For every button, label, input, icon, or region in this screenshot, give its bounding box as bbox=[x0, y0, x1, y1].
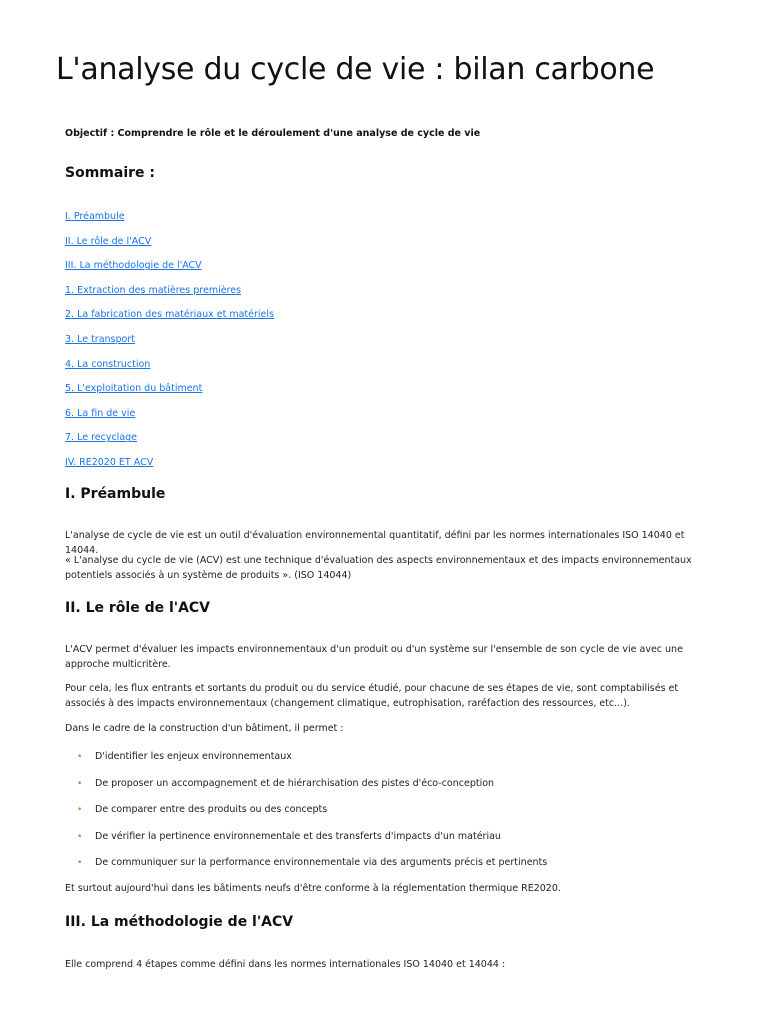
bullet-icon: • bbox=[77, 858, 83, 868]
toc-item bbox=[65, 232, 274, 257]
paragraph: Dans le cadre de la construction d'un bâtiment, il permet : bbox=[65, 723, 344, 734]
toc-item bbox=[65, 256, 274, 281]
list-item-text: D'identifier les enjeux environnementaux bbox=[95, 751, 292, 762]
toc-item bbox=[65, 404, 274, 429]
toc-link-methodologie[interactable]: III. La méthodologie de l'ACV bbox=[65, 260, 202, 272]
toc-item bbox=[65, 355, 274, 380]
bullet-icon: • bbox=[77, 752, 83, 762]
toc-link-construction[interactable]: 4. La construction bbox=[65, 358, 151, 370]
toc-link-transport[interactable]: 3. Le transport bbox=[65, 333, 135, 345]
toc-link-re2020[interactable]: IV. RE2020 ET ACV bbox=[65, 456, 154, 468]
list-item-text: De comparer entre des produits ou des concepts bbox=[95, 804, 328, 815]
bullet-icon: • bbox=[77, 778, 83, 789]
paragraph: Et surtout aujourd'hui dans les bâtiments neufs d'être conforme à la réglementation thermique RE2020. bbox=[65, 883, 561, 894]
list-item-text: De proposer un accompagnement et de hiérarchisation des pistes d'éco-conception bbox=[95, 777, 495, 789]
toc-item bbox=[65, 281, 274, 306]
paragraph: L'ACV permet d'évaluer les impacts environnementaux d'un produit ou d'un système sur l'ensemble de son cycle de vie avec une approche multicritère. bbox=[65, 644, 683, 670]
toc-link-preambule[interactable]: I. Préambule bbox=[65, 211, 125, 222]
toc-link-extraction[interactable]: 1. Extraction des matières premières bbox=[65, 284, 242, 296]
table-of-contents bbox=[65, 207, 274, 478]
paragraph: Pour cela, les flux entrants et sortants du produit ou du service étudié, pour chacune de ses étapes de vie, sont comptabilisés et associés à des impacts environnementaux (changement climatique, eutrophisation, raréfaction des ressources, etc...). bbox=[65, 683, 679, 709]
page-title: L'analyse du cycle de vie : bilan carbone bbox=[56, 52, 655, 87]
bullet-icon: • bbox=[77, 805, 83, 815]
objective-text: Objectif : Comprendre le rôle et le déroulement d'une analyse de cycle de vie bbox=[65, 128, 481, 139]
toc-item bbox=[65, 305, 274, 330]
paragraph: « L'analyse du cycle de vie (ACV) est une technique d'évaluation des aspects environnementaux et des impacts environnementaux potentiels associés à un système de produits ». (ISO 14044) bbox=[65, 555, 692, 581]
section-heading-role-acv: II. Le rôle de l'ACV bbox=[65, 600, 211, 616]
toc-link-role-acv[interactable]: II. Le rôle de l'ACV bbox=[65, 235, 152, 247]
toc-item bbox=[65, 330, 274, 355]
toc-item bbox=[65, 207, 274, 232]
toc-link-exploitation[interactable]: 5. L'exploitation du bâtiment bbox=[65, 383, 203, 395]
toc-link-fabrication[interactable]: 2. La fabrication des matériaux et matériels bbox=[65, 309, 274, 321]
toc-link-fin-de-vie[interactable]: 6. La fin de vie bbox=[65, 407, 136, 419]
toc-item bbox=[65, 453, 274, 478]
section-heading-methodologie: III. La méthodologie de l'ACV bbox=[65, 914, 294, 930]
toc-item bbox=[65, 379, 274, 404]
toc-link-recyclage[interactable]: 7. Le recyclage bbox=[65, 432, 138, 444]
list-item-text: De vérifier la pertinence environnementale et des transferts d'impacts d'un matériau bbox=[95, 830, 501, 842]
paragraph: L'analyse de cycle de vie est un outil d'évaluation environnemental quantitatif, défini par les normes internationales ISO 14040 et 14044. bbox=[65, 530, 685, 556]
list-item-text: De communiquer sur la performance environnementale via des arguments précis et pertinents bbox=[95, 857, 548, 868]
bullet-icon: • bbox=[77, 831, 83, 842]
section-heading-preambule: I. Préambule bbox=[65, 486, 166, 502]
toc-item bbox=[65, 428, 274, 453]
summary-heading: Sommaire : bbox=[65, 165, 155, 181]
paragraph: Elle comprend 4 étapes comme défini dans les normes internationales ISO 14040 et 14044 : bbox=[65, 959, 506, 970]
